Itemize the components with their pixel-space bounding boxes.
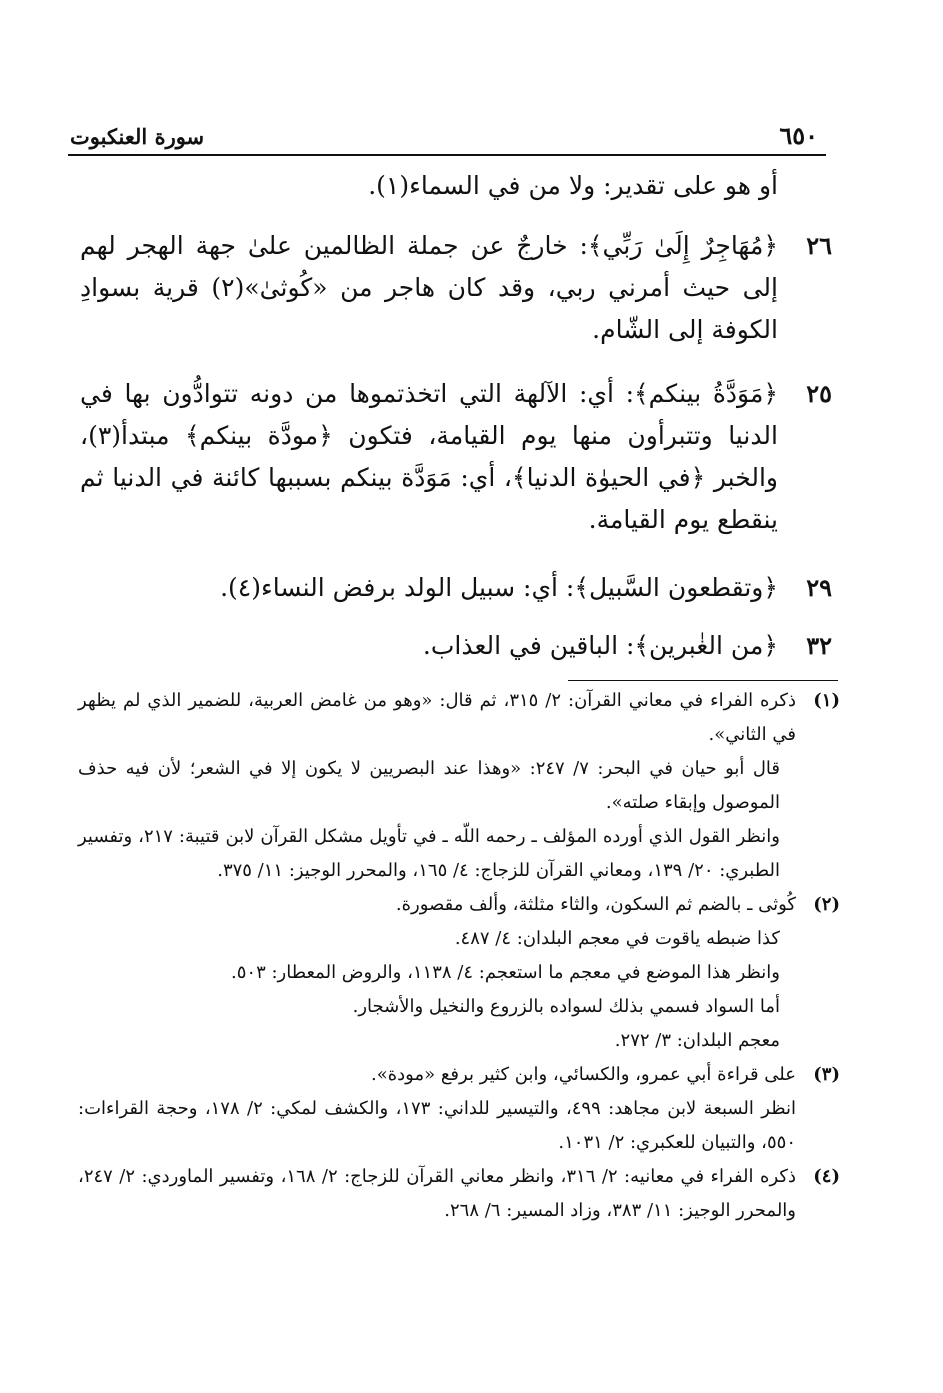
footnote	[78, 1160, 842, 1228]
main-text	[80, 165, 840, 667]
footnote-paragraph: قال أبو حيان في البحر: ٧/ ٢٤٧: «وهذا عند البصريين لا يكون إلا في الشعر؛ لأن فيه حذف الموصول وإبقاء صلته».	[78, 758, 780, 813]
verse-number: ٢٦	[806, 231, 832, 260]
entry-text: ﴿من الغٰبرين﴾: الباقين في العذاب.	[422, 631, 778, 660]
footnote-separator	[568, 680, 838, 681]
verse-number: ٣٢	[806, 631, 832, 660]
footnote-paragraph: أما السواد فسمي بذلك لسواده بالزروع والنخيل والأشجار.	[352, 996, 780, 1017]
verse-entry	[80, 373, 840, 541]
footnote	[78, 1058, 842, 1160]
entry-text: ﴿مَوَدَّةُ بينكم﴾: أي: الآلهة التي اتخذتموها من دونه تتوادُّون بها في الدنيا وتتبرأون منها يوم القيامة، فتكون ﴿مودَّة بينكم﴾ مبتدأ(٣)، والخبر ﴿في الحيوٰة الدنيا﴾، أي: مَوَدَّة بينكم بسببها كائنة في الدنيا ثم ينقطع يوم القيامة.	[80, 379, 778, 534]
entry-text: ﴿وتقطعون السَّبيل﴾: أي: سبيل الولد برفض النساء(٤).	[220, 573, 778, 602]
footnote	[78, 888, 842, 1058]
verse-entry	[80, 225, 840, 351]
footnote-number: (١)	[813, 690, 840, 711]
entry-text: ﴿مُهَاجِرٌ إِلَىٰ رَبِّي﴾: خارجٌ عن جملة الظالمين علىٰ جهة الهجر لهم إلى حيث أمرني ربي، وقد كان هاجر من «كُوثىٰ»(٢) قرية بسوادِ الكوفة إلى الشّام.	[80, 231, 778, 344]
verse-entry	[80, 567, 840, 609]
running-header	[68, 118, 826, 156]
footnotes	[78, 684, 842, 1228]
verse-number: ٢٩	[806, 573, 832, 602]
footnote-paragraph: انظر السبعة لابن مجاهد: ٤٩٩، والتيسير للداني: ١٧٣، والكشف لمكي: ٢/ ١٧٨، وحجة القراءات: ٥٥٠، والتبيان للعكبري: ٢/ ١٠٣١.	[78, 1098, 796, 1153]
footnote-paragraph: ذكره الفراء في معاني القرآن: ٢/ ٣١٥، ثم قال: «وهو من غامض العربية، للضمير الذي لم يظهر في الثاني».	[78, 690, 796, 745]
footnote-number: (٣)	[813, 1064, 840, 1085]
entry-text: أو هو على تقدير: ولا من في السماء(١).	[368, 171, 778, 200]
footnote-paragraph: على قراءة أبي عمرو، والكسائي، وابن كثير برفع «مودة».	[370, 1064, 796, 1085]
footnote-paragraph: ذكره الفراء في معانيه: ٢/ ٣١٦، وانظر معاني القرآن للزجاج: ٢/ ١٦٨، وتفسير الماوردي: ٢/ ٢٤٧، والمحرر الوجيز: ١١/ ٣٨٣، وزاد المسير: ٦/ ٢٦٨.	[78, 1166, 796, 1221]
footnote-number: (٤)	[813, 1166, 840, 1187]
page-number: ٦٥٠	[779, 121, 818, 150]
footnote-paragraph: كذا ضبطه ياقوت في معجم البلدان: ٤/ ٤٨٧.	[454, 928, 780, 949]
footnote-number: (٢)	[813, 894, 840, 915]
footnote	[78, 684, 842, 888]
footnote-paragraph: وانظر هذا الموضع في معجم ما استعجم: ٤/ ١١٣٨، والروض المعطار: ٥٠٣.	[231, 962, 780, 983]
verse-number: ٢٥	[806, 379, 832, 408]
verse-entry	[80, 625, 840, 667]
surah-title: سورة العنكبوت	[70, 124, 205, 149]
footnote-paragraph: وانظر القول الذي أورده المؤلف ـ رحمه اللّه ـ في تأويل مشكل القرآن لابن قتيبة: ٢١٧، وتفسير الطبري: ٢٠/ ١٣٩، ومعاني القرآن للزجاج: ٤/ ١٦٥، والمحرر الوجيز: ١١/ ٣٧٥.	[78, 826, 780, 881]
footnote-paragraph: كُوثى ـ بالضم ثم السكون، والثاء مثلثة، وألف مقصورة.	[395, 894, 796, 915]
continuation-line	[80, 165, 840, 207]
footnote-paragraph: معجم البلدان: ٣/ ٢٧٢.	[614, 1030, 780, 1051]
